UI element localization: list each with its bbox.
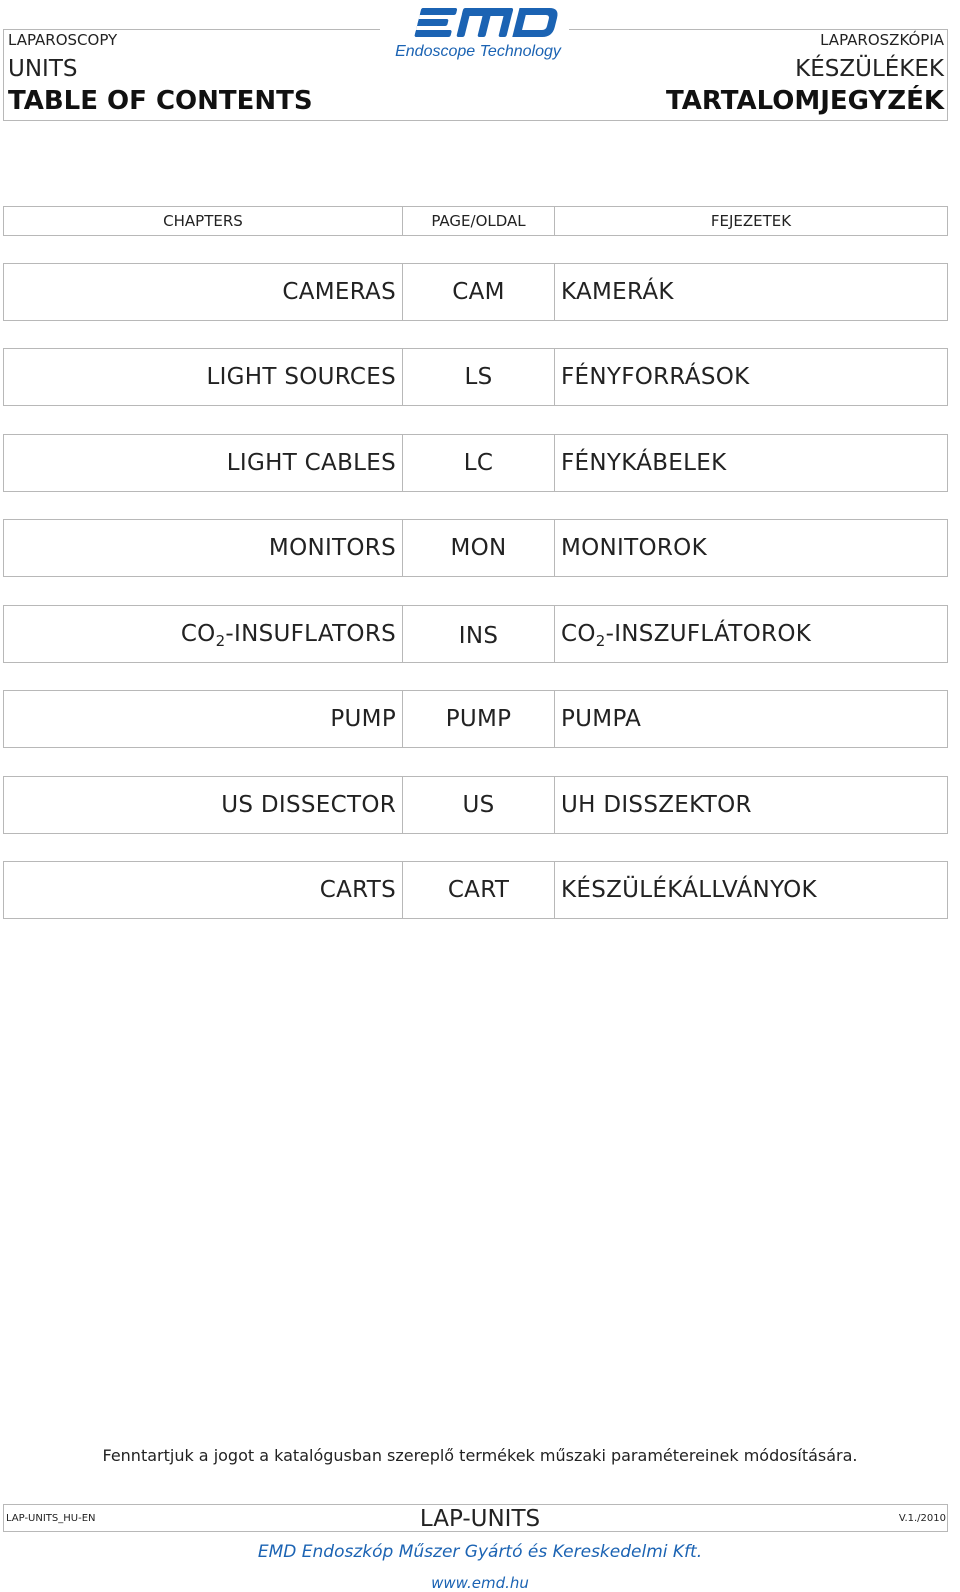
chapter-en-suffix: -INSUFLATORS — [225, 621, 396, 647]
chapter-hu-prefix: CO — [561, 621, 596, 647]
table-row — [3, 605, 948, 663]
header-left-line1: LAPAROSCOPY — [8, 31, 118, 49]
chapter-en-prefix: CO — [180, 621, 216, 647]
chapter-en: LIGHT CABLES — [4, 435, 403, 491]
header-right-title: TARTALOMJEGYZÉK — [666, 86, 944, 116]
chapter-en: LIGHT SOURCES — [4, 349, 403, 405]
chapter-hu-subscript: 2 — [595, 632, 606, 650]
chapter-code: LC — [403, 435, 555, 491]
chapter-code — [403, 606, 555, 662]
website-link[interactable]: www.emd.hu — [431, 1574, 529, 1592]
chapter-code: MON — [403, 520, 555, 576]
table-row — [3, 348, 948, 406]
table-row — [3, 776, 948, 834]
header-left-line2: UNITS — [8, 56, 78, 82]
company-name: EMD Endoszkóp Műszer Gyártó és Kereskedelmi Kft. — [257, 1542, 703, 1562]
table-row — [3, 434, 948, 492]
header-right — [666, 30, 944, 118]
document-code: LAP-UNITS_HU-EN — [6, 1513, 96, 1524]
chapter-code-text: INS — [458, 623, 499, 649]
table-header-row — [3, 206, 948, 236]
chapter-en: CARTS — [4, 862, 403, 918]
table-row — [3, 263, 948, 321]
column-header-fejezetek: FEJEZETEK — [710, 212, 792, 230]
header-left — [8, 30, 313, 118]
table-row — [3, 519, 948, 577]
chapter-hu: FÉNYFORRÁSOK — [561, 364, 750, 390]
column-header-page: PAGE/OLDAL — [403, 207, 555, 235]
chapter-hu: FÉNYKÁBELEK — [561, 450, 727, 476]
header-right-line2: KÉSZÜLÉKEK — [795, 56, 944, 82]
chapter-code: CAM — [403, 264, 555, 320]
disclaimer-notice: Fenntartjuk a jogot a katalógusban szereplő termékek műszaki paramétereinek módosítására. — [102, 1446, 858, 1465]
chapter-hu: KAMERÁK — [561, 279, 674, 305]
column-header-chapters: CHAPTERS — [4, 207, 403, 235]
chapter-en: PUMP — [4, 691, 403, 747]
chapter-code: US — [403, 777, 555, 833]
chapter-en: CAMERAS — [4, 264, 403, 320]
table-row — [3, 690, 948, 748]
header-right-line1: LAPAROSZKÓPIA — [820, 31, 944, 49]
chapter-hu-suffix: -INSZUFLÁTOROK — [605, 621, 812, 647]
table-row — [3, 861, 948, 919]
chapter-hu: MONITOROK — [561, 535, 707, 561]
chapter-hu: UH DISSZEKTOR — [561, 792, 752, 818]
logo-tagline: Endoscope Technology — [395, 43, 561, 60]
header-left-title: TABLE OF CONTENTS — [8, 86, 313, 116]
chapter-hu: PUMPA — [561, 706, 642, 732]
chapter-en — [4, 606, 403, 662]
chapter-code: PUMP — [403, 691, 555, 747]
chapter-en: MONITORS — [4, 520, 403, 576]
chapter-en: US DISSECTOR — [4, 777, 403, 833]
chapter-hu: KÉSZÜLÉKÁLLVÁNYOK — [561, 877, 817, 903]
chapter-code: LS — [403, 349, 555, 405]
chapter-code: CART — [403, 862, 555, 918]
version-label: V.1./2010 — [898, 1513, 946, 1524]
footer-title: LAP-UNITS — [419, 1506, 541, 1532]
chapter-hu — [555, 606, 947, 662]
chapter-en-subscript: 2 — [215, 632, 226, 650]
